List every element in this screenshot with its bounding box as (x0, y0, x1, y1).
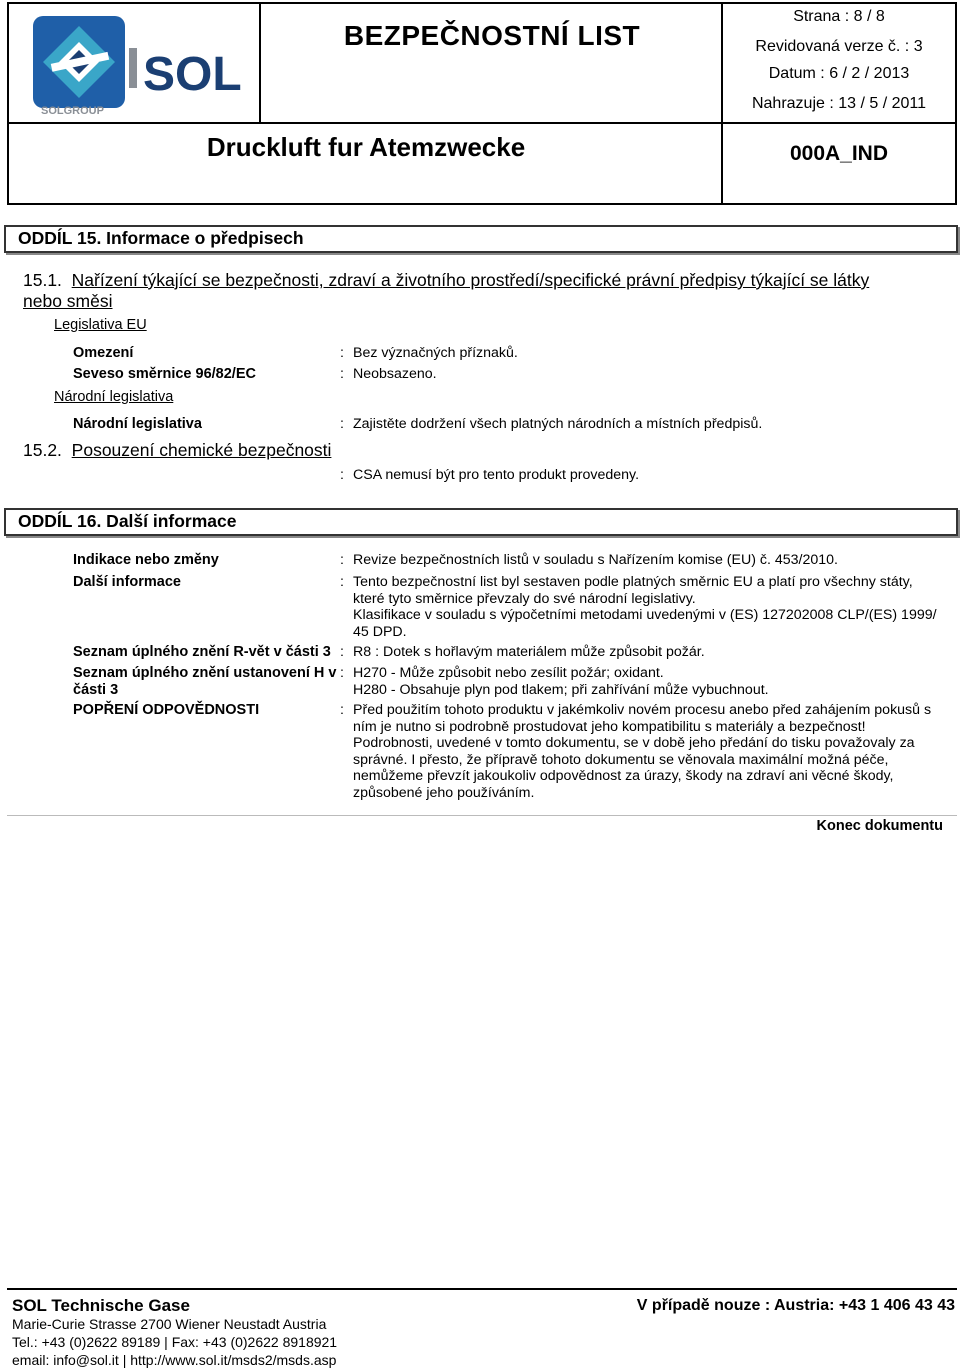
row-label-r-phrases: Seznam úplného znění R-vět v části 3 (73, 644, 331, 660)
row-colon: : (340, 644, 344, 660)
product-code: 000A_IND (789, 142, 889, 165)
footer-address: Marie-Curie Strasse 2700 Wiener Neustadt Austria (12, 1316, 327, 1332)
footer-phone-fax: Tel.: +43 (0)2622 89189 | Fax: +43 (0)2622 8918921 (12, 1334, 338, 1350)
row-colon: : (340, 416, 344, 432)
row-label-changes: Indikace nebo změny (73, 552, 219, 568)
row-colon: : (340, 467, 344, 483)
footer-company: SOL Technische Gase (12, 1296, 190, 1315)
national-legislation-heading: Národní legislativa (54, 389, 174, 405)
product-cell (9, 122, 723, 203)
value-line: které tyto směrnice převzaly do své národní legislativy. (353, 590, 696, 607)
document-header (7, 2, 957, 205)
end-of-document: Konec dokumentu (816, 818, 943, 834)
replaces-date: Nahrazuje : 13 / 5 / 2011 (751, 95, 927, 112)
revision-number: Revidovaná verze č. : 3 (755, 38, 923, 55)
subsection-number: 15.1. (23, 270, 62, 290)
row-label-additional-info: Další informace (73, 574, 181, 590)
page-number: Strana : 8 / 8 (793, 8, 885, 25)
footer-email-web: email: info@sol.it | http://www.sol.it/msds2/msds.asp (12, 1352, 337, 1368)
subsection-15-1-heading (23, 270, 953, 312)
row-value-r-phrases (353, 644, 953, 661)
meta-cell (721, 4, 955, 124)
row-value-additional-info (353, 574, 953, 640)
row-label-restrictions: Omezení (73, 345, 134, 361)
value-line: H270 - Může způsobit nebo zesílit požár; oxidant. (353, 665, 664, 681)
value-line: Podrobnosti, uvedené v tomto dokumentu, se v době jeho předání do tisku považovaly za (353, 735, 915, 751)
label-line: Seznam úplného znění ustanovení H v (73, 665, 337, 681)
row-value-seveso: Neobsazeno. (353, 366, 437, 382)
value-line: Před použitím tohoto produktu v jakémkoliv novém procesu anebo před zahájením pokusů s (353, 702, 932, 718)
logo-wordmark: SOL (143, 48, 242, 101)
title-cell (261, 4, 723, 124)
row-label-national: Národní legislativa (73, 416, 202, 432)
section-16-title: ODDÍL 16. Další informace (4, 508, 958, 536)
row-value-h-statements (353, 665, 953, 698)
value-line: Tento bezpečnostní list byl sestaven podle platných směrnic EU a platí pro všechny státy, (353, 574, 913, 590)
product-code-cell (721, 122, 955, 203)
row-colon: : (340, 665, 344, 681)
section-15-title: ODDÍL 15. Informace o předpisech (4, 225, 958, 253)
row-value-disclaimer (353, 702, 953, 801)
row-label-disclaimer: POPŘENÍ ODPOVĚDNOSTI (73, 702, 260, 718)
row-colon: : (340, 702, 344, 718)
row-colon: : (340, 366, 344, 382)
value-line: nemůžeme převzít jakoukoliv odpovědnost za úrazy, škody na zdraví ani věcné škody, (353, 768, 894, 784)
sol-logo (19, 8, 251, 120)
row-colon: : (340, 345, 344, 361)
row-value-restrictions: Bez význačných příznaků. (353, 345, 518, 361)
value-line: ním je nutno si podrobně prostudovat jeho kompatibilitu s materiály a bezpečnost! (353, 718, 866, 735)
row-colon: : (340, 574, 344, 590)
document-title: BEZPEČNOSTNÍ LIST (343, 20, 641, 51)
product-name: Druckluft fur Atemzwecke (206, 132, 526, 162)
label-line: části 3 (73, 681, 119, 698)
footer-divider (7, 1288, 957, 1290)
row-colon: : (340, 552, 344, 568)
row-value-changes (353, 552, 953, 569)
row-label-h-statements (73, 665, 336, 698)
logo-cell (9, 4, 261, 124)
subsection-title-line2: nebo směsi (23, 291, 113, 311)
divider (7, 815, 957, 816)
eu-legislation-heading: Legislativa EU (54, 317, 147, 333)
row-value-national: Zajistěte dodržení všech platných národních a místních předpisů. (353, 416, 763, 432)
value-line: správné. I přesto, že přípravě tohoto dokumentu se věnovala maximální možná péče, (353, 751, 889, 768)
subsection-title-line1: Nařízení týkající se bezpečnosti, zdraví a životního prostředí/specifické právní předpisy týkající se látky (71, 270, 870, 290)
subsection-15-2-heading (23, 440, 331, 461)
row-label-seveso: Seveso směrnice 96/82/EC (73, 366, 256, 382)
value-line: způsobené jeho používáním. (353, 784, 535, 801)
value-line: R8 : Dotek s hořlavým materiálem může způsobit požár. (353, 644, 705, 660)
row-value-csa: CSA nemusí být pro tento produkt provedeny. (353, 467, 640, 483)
footer-emergency-phone: V případě nouze : Austria: +43 1 406 43 43 (636, 1297, 955, 1314)
value-line: H280 - Obsahuje plyn pod tlakem; při zahřívání může vybuchnout. (353, 681, 769, 698)
value-line: Klasifikace v souladu s výpočetními metodami uvedenými v (ES) 127202008 CLP/(ES) 1999/ (353, 607, 937, 623)
subsection-title: Posouzení chemické bezpečnosti (71, 440, 332, 460)
revision-date: Datum : 6 / 2 / 2013 (768, 65, 910, 82)
value-line: 45 DPD. (353, 623, 407, 640)
logo-subtext: SOLGROUP (41, 105, 104, 117)
value-line: Revize bezpečnostních listů v souladu s Nařízením komise (EU) č. 453/2010. (353, 552, 838, 568)
subsection-number: 15.2. (23, 440, 62, 460)
